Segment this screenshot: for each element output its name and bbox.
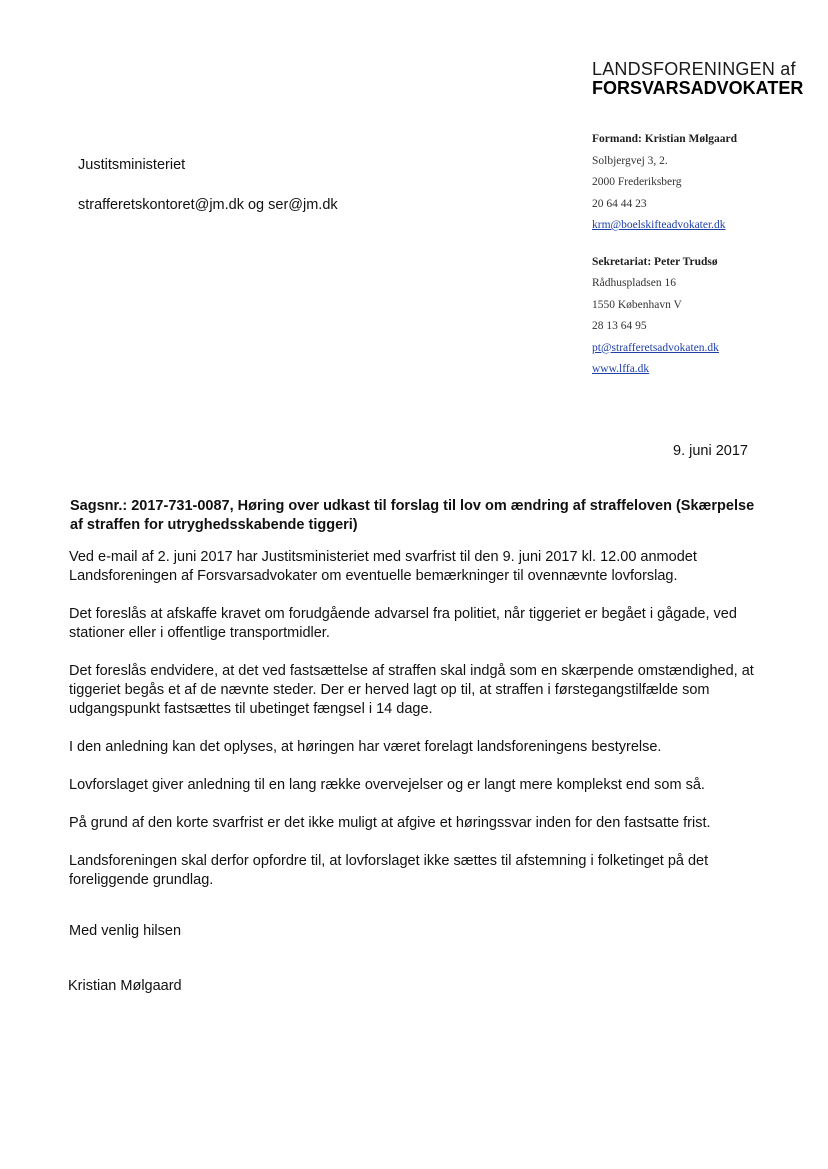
body-paragraph: Landsforeningen skal derfor opfordre til, at lovforslaget ikke sættes til afstemning i folketinget på det foreliggende grundlag. [69,853,709,888]
body-paragraph: På grund af den korte svarfrist er det ikke muligt at afgive et høringssvar inden for den fastsatte frist. [69,815,711,831]
closing-salutation: Med venlig hilsen [69,923,182,939]
body-paragraph: Det foreslås at afskaffe kravet om forudgående advarsel fra politiet, når tiggeriet er begået i gågade, ved stationer eller i offentlige transportmidler. [69,606,737,641]
subject-line: Sagsnr.: 2017-731-0087, Høring over udkast til forslag til lov om ændring af straffeloven (Skærpelse af straffen for utryghedsskabende tiggeri) [70,498,755,533]
body-paragraph: Det foreslås endvidere, at det ved fastsættelse af straffen skal indgå som en skærpende omstændighed, at tiggeriet begås et af de nævnte steder. Der er herved lagt op til, at straffen i førstegangstilfælde som udgangspunkt fastsættes til ubetinget fængsel i 14 dage. [69,663,754,717]
chairman-email-link[interactable]: krm@boelskifteadvokater.dk [592,219,726,231]
chairman-address: Solbjergvej 3, 2. [592,154,668,167]
body-paragraph: I den anledning kan det oplyses, at høringen har været forelagt landsforeningens bestyrelse. [69,739,662,755]
letter-date: 9. juni 2017 [673,443,748,459]
logo-line-2: FORSVARSADVOKATER [592,78,804,98]
body-paragraph: Lovforslaget giver anledning til en lang række overvejelser og er langt mere komplekst end som så. [69,777,705,793]
recipient-name: Justitsministeriet [78,157,186,173]
secretariat-phone: 28 13 64 95 [592,320,647,332]
letter-body [69,548,764,909]
sender-contact-block [592,129,737,381]
chairman-city: 2000 Frederiksberg [592,176,682,188]
body-paragraph: Ved e-mail af 2. juni 2017 har Justitsministeriet med svarfrist til den 9. juni 2017 kl. 12.00 anmodet Landsforeningen af Forsvarsadvokater om eventuelle bemærkninger til ovennævnte lovforslag. [69,549,697,584]
secretariat-heading: Sekretariat: Peter Trudsø [592,255,718,268]
secretariat-city: 1550 København V [592,298,682,311]
secretariat-email-link[interactable]: pt@strafferetsadvokaten.dk [592,341,719,354]
website-link[interactable]: www.lffa.dk [592,363,650,375]
logo-line-1: LANDSFORENINGEN af [592,59,796,79]
organization-logo [592,60,803,97]
secretariat-address: Rådhuspladsen 16 [592,277,677,289]
chairman-heading: Formand: Kristian Mølgaard [592,133,738,145]
chairman-phone: 20 64 44 23 [592,197,647,210]
signer-name: Kristian Mølgaard [68,978,182,994]
recipient-emails: strafferetskontoret@jm.dk og ser@jm.dk [78,197,338,213]
contact-spacer [592,237,737,252]
